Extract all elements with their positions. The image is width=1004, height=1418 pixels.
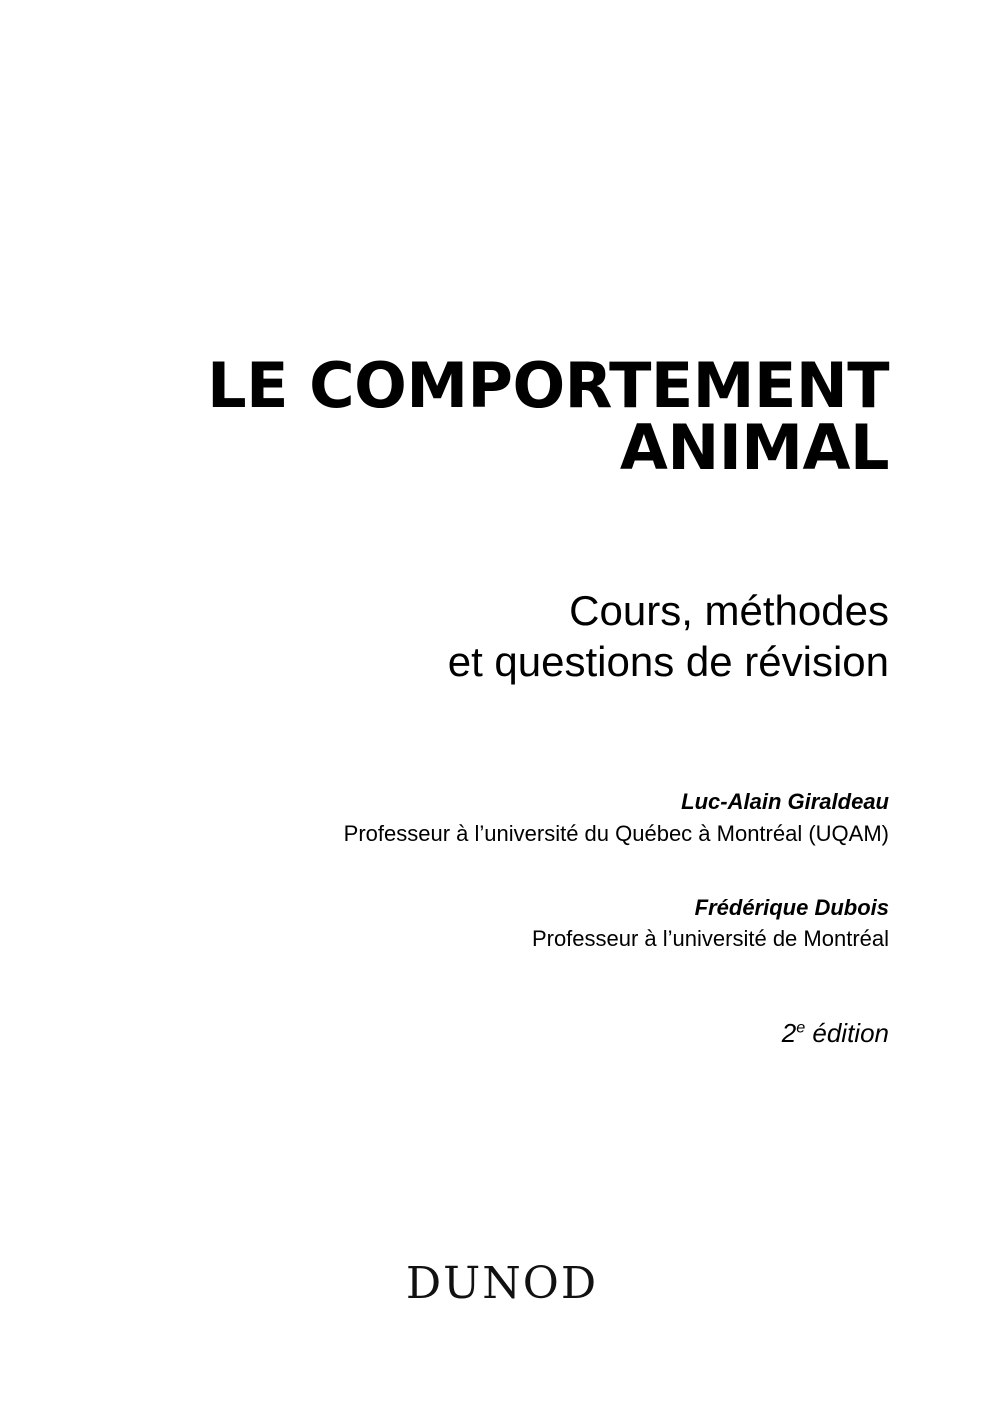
edition-word: édition (805, 1018, 889, 1048)
publisher-logo: DUNOD (405, 1258, 599, 1309)
author-name-2: Frédérique Dubois (694, 894, 889, 920)
subtitle-line-1: Cours, méthodes (569, 587, 889, 634)
title-line-2: ANIMAL (619, 411, 889, 484)
author-affiliation-1: Professeur à l’université du Québec à Montréal (UQAM) (343, 820, 889, 846)
author-affiliation-2: Professeur à l’université de Montréal (531, 926, 889, 952)
edition-statement (150, 1018, 889, 1049)
page-subtitle (150, 585, 889, 687)
subtitle-line-2: et questions de révision (447, 638, 889, 686)
title-block (110, 349, 889, 484)
edition-number: 2 (781, 1018, 797, 1048)
authors-block (150, 788, 889, 955)
subtitle-block (150, 585, 889, 687)
author-name-1: Luc-Alain Giraldeau (681, 789, 889, 814)
publisher-block (0, 1258, 1004, 1309)
author-spacer (150, 850, 889, 894)
page-title (110, 349, 889, 484)
edition-block (150, 1018, 889, 1049)
edition-ordinal-suffix: e (796, 1018, 806, 1037)
title-line-1: LE COMPORTEMENT (207, 349, 889, 422)
